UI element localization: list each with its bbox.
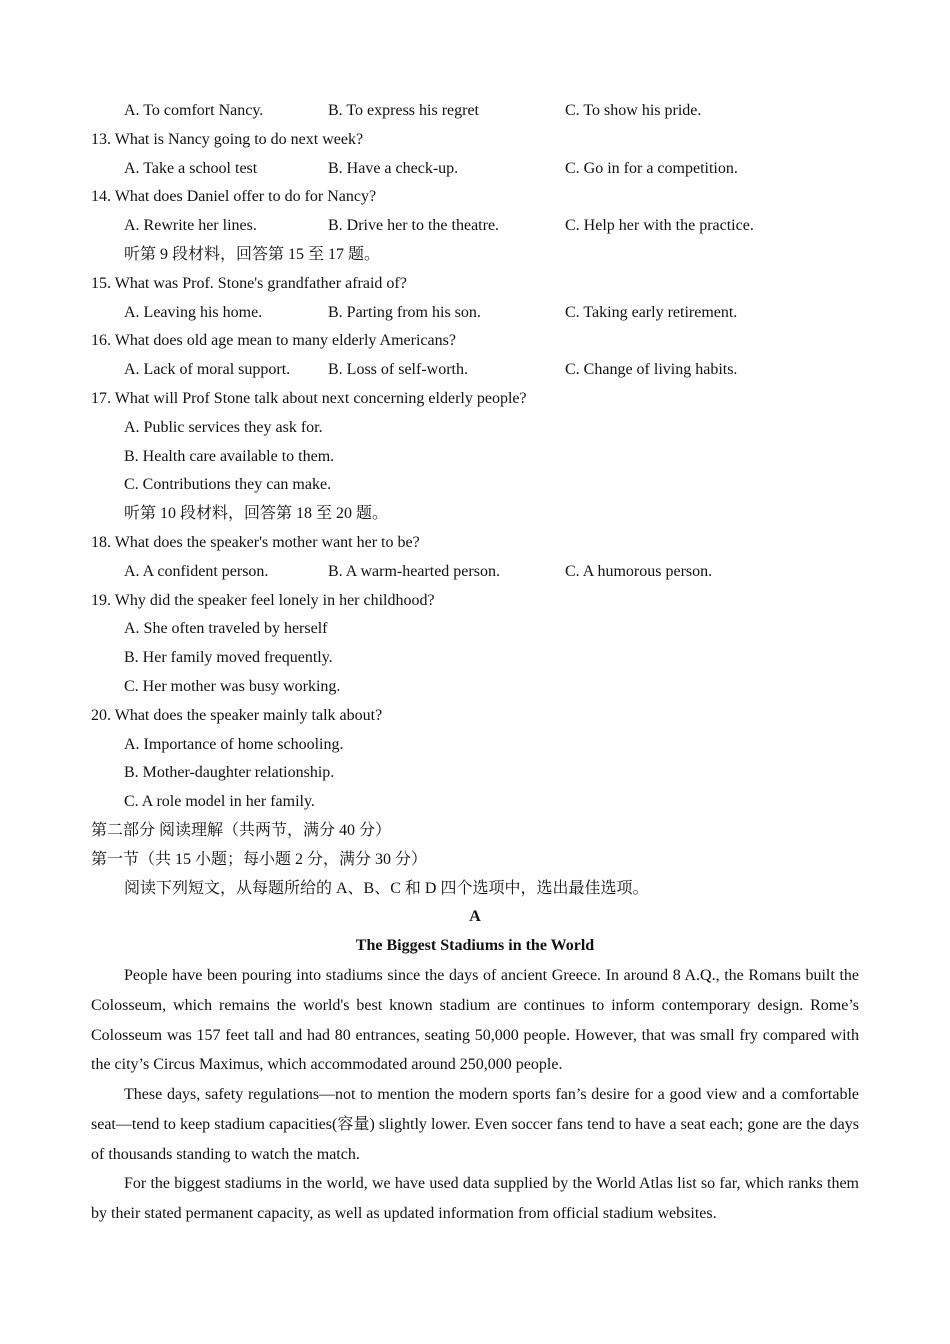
question-12-options xyxy=(91,97,859,126)
section-9-instruction: 听第 9 段材料，回答第 15 至 17 题。 xyxy=(124,245,381,263)
option-b: B. Parting from his son. xyxy=(328,303,481,321)
option-c: C. Her mother was busy working. xyxy=(124,677,341,695)
question-16-stem: 16. What does old age mean to many elderly Americans? xyxy=(91,332,456,350)
option-c: C. Go in for a competition. xyxy=(565,159,738,177)
option-a: A. Lack of moral support. xyxy=(124,361,291,379)
question-18-stem: 18. What does the speaker's mother want her to be? xyxy=(91,533,420,551)
option-a: A. She often traveled by herself xyxy=(124,620,328,638)
passage-title: The Biggest Stadiums in the World xyxy=(355,937,595,955)
option-c: C. A humorous person. xyxy=(565,562,713,580)
section-1-header: 第一节（共 15 小题；每小题 2 分，满分 30 分） xyxy=(91,850,428,868)
question-13-options xyxy=(91,155,859,184)
section-10-instruction: 听第 10 段材料，回答第 18 至 20 题。 xyxy=(124,505,389,523)
option-a: A. Public services they ask for. xyxy=(124,418,323,436)
option-a: A. A confident person. xyxy=(124,562,269,580)
passage-paragraph: For the biggest stadiums in the world, we have used data supplied by the World Atlas list so far, which ranks them by their stated permanent capacity, as well as updated information from official stadium websites. xyxy=(91,1175,859,1223)
reading-instruction: 阅读下列短文，从每题所给的 A、B、C 和 D 四个选项中，选出最佳选项。 xyxy=(124,879,649,897)
question-18-options xyxy=(91,558,859,587)
part-2-header: 第二部分 阅读理解（共两节，满分 40 分） xyxy=(91,821,392,839)
question-16-options xyxy=(91,356,859,385)
option-b: B. Have a check-up. xyxy=(328,159,459,177)
passage-paragraph: People have been pouring into stadiums since the days of ancient Greece. In around 8 A.Q., the Romans built the Colosseum, which remains the world's best known stadium are continues to inform contemporary design. Rome’s Colosseum was 157 feet tall and had 80 entrances, seating 50,000 people. However, that was small fry compared with the city’s Circus Maximus, which accommodated around 250,000 people. xyxy=(91,966,859,1074)
question-17-stem: 17. What will Prof Stone talk about next concerning elderly people? xyxy=(91,389,527,407)
question-15-options xyxy=(91,299,859,328)
option-a: A. To comfort Nancy. xyxy=(124,102,264,119)
option-b: B. A warm-hearted person. xyxy=(328,562,500,580)
option-c: C. Contributions they can make. xyxy=(124,476,332,494)
passage-letter: A xyxy=(469,908,481,926)
option-c: C. Change of living habits. xyxy=(565,361,738,379)
option-c: C. To show his pride. xyxy=(565,102,702,119)
question-15-stem: 15. What was Prof. Stone's grandfather afraid of? xyxy=(91,274,407,292)
option-a: A. Leaving his home. xyxy=(124,303,263,321)
option-b: B. Health care available to them. xyxy=(124,447,335,465)
option-a: A. Take a school test xyxy=(124,159,258,177)
option-b: B. Mother-daughter relationship. xyxy=(124,764,335,782)
question-20-stem: 20. What does the speaker mainly talk about? xyxy=(91,706,383,724)
option-a: A. Rewrite her lines. xyxy=(124,217,257,235)
question-14-stem: 14. What does Daniel offer to do for Nancy? xyxy=(91,188,377,206)
question-14-options xyxy=(91,212,859,241)
question-19-stem: 19. Why did the speaker feel lonely in her childhood? xyxy=(91,591,435,609)
option-b: B. Drive her to the theatre. xyxy=(328,217,500,235)
option-b: B. To express his regret xyxy=(328,102,479,119)
option-b: B. Her family moved frequently. xyxy=(124,649,333,667)
option-c: C. Taking early retirement. xyxy=(565,303,738,321)
passage-paragraph: These days, safety regulations—not to mention the modern sports fan’s desire for a good view and a comfortable seat—tend to keep stadium capacities(容量) slightly lower. Even soccer fans tend to have a seat each; gone are the days of thousands standing to watch the match. xyxy=(91,1086,859,1163)
option-c: C. A role model in her family. xyxy=(124,793,315,811)
option-a: A. Importance of home schooling. xyxy=(124,735,344,753)
option-b: B. Loss of self-worth. xyxy=(328,361,468,379)
option-c: C. Help her with the practice. xyxy=(565,217,754,235)
exam-page xyxy=(91,97,859,1229)
question-13-stem: 13. What is Nancy going to do next week? xyxy=(91,130,364,148)
